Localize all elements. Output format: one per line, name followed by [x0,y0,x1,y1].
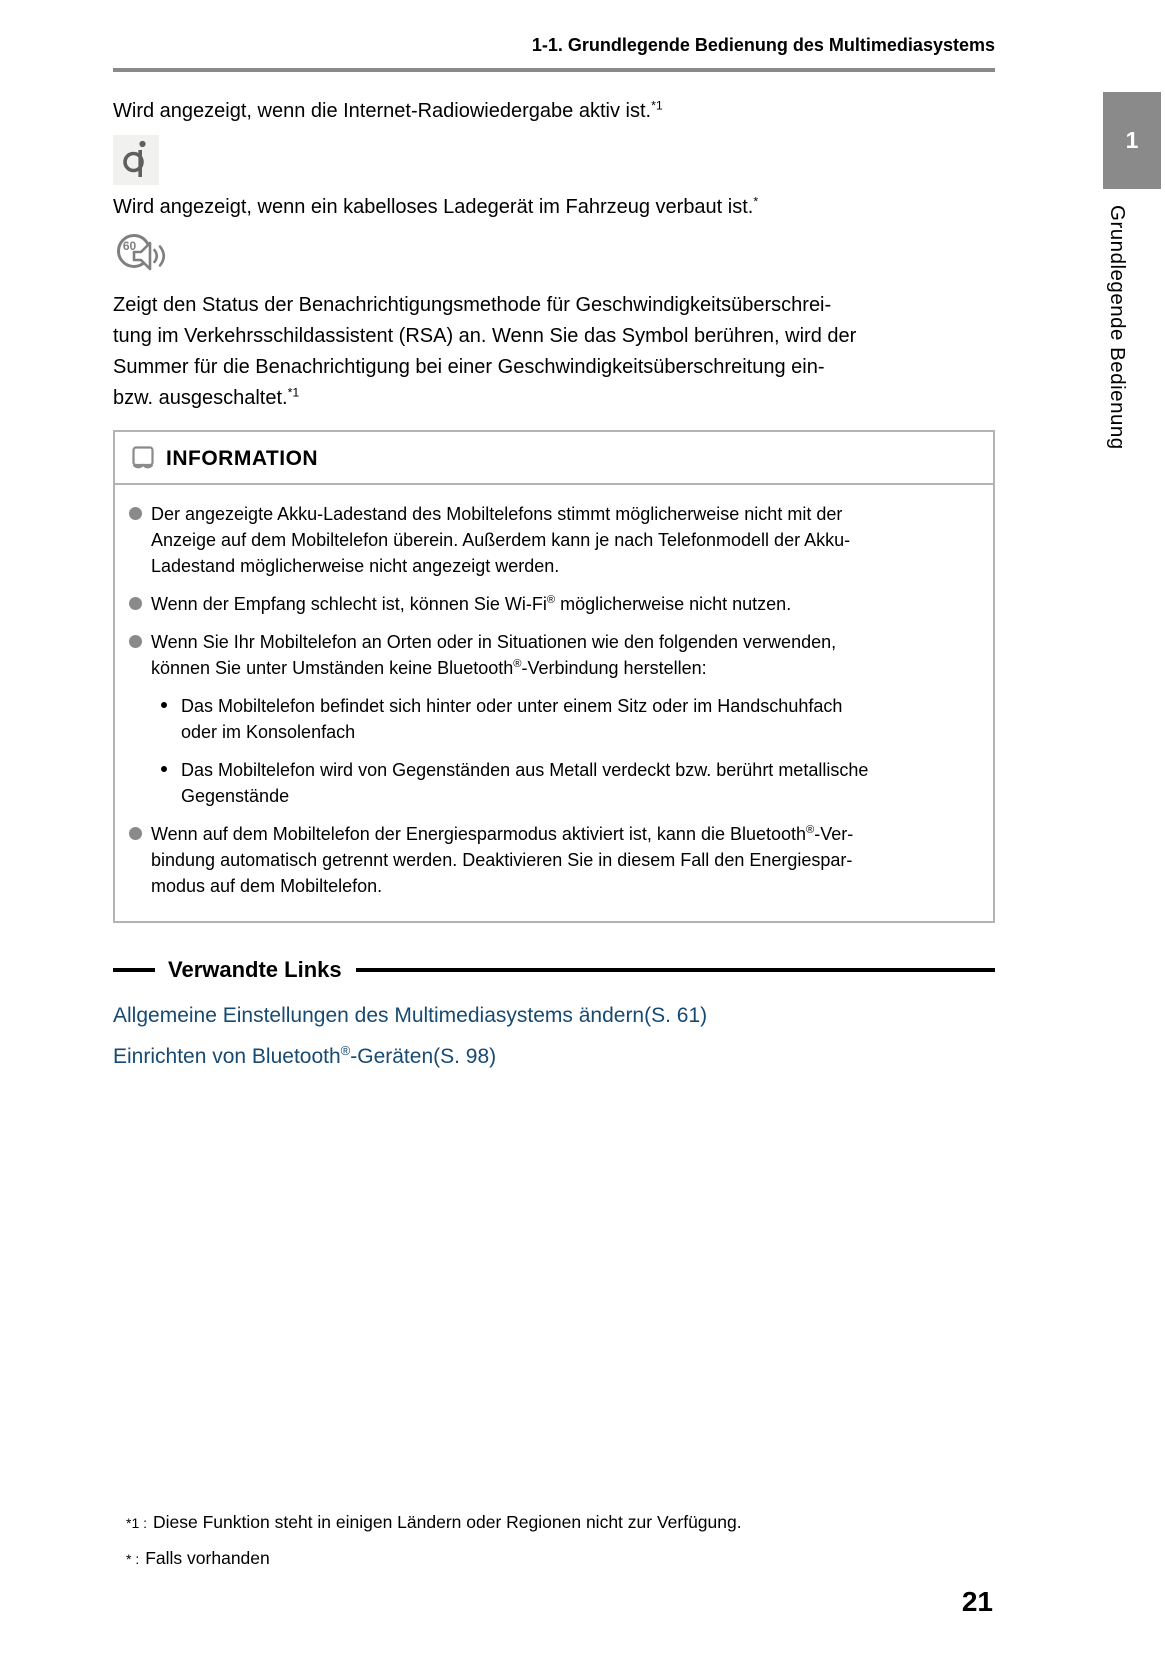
page-number: 21 [961,1586,993,1617]
bullet-marker-icon [129,629,151,681]
rsa-icon-speed-label: 60 [122,239,137,253]
information-box [113,430,995,923]
related-link-general-settings[interactable]: Allgemeine Einstellungen des Multimediasystems ändern(S. 61) [113,1004,708,1027]
footnote-1-marker: *1 : [126,1515,148,1531]
related-link-bluetooth-setup[interactable]: Einrichten von Bluetooth®-Geräten(S. 98) [113,1043,497,1068]
list-sub-item: Das Mobiltelefon befindet sich hinter oder unter einem Sitz oder im Handschuhfach oder im Konsolenfach [161,693,975,745]
page-title: 1-1. Grundlegende Bedienung des Multimediasystems [113,34,995,72]
rsa-speed-warning-icon [113,230,175,280]
list-item: Wenn der Empfang schlecht ist, können Sie Wi-Fi® möglicherweise nicht nutzen. [129,591,975,617]
chapter-number: 1 [1125,127,1139,153]
paragraph-rsa-status: Zeigt den Status der Benachrichtigungsmethode für Geschwindigkeitsüberschrei- tung im Verkehrsschildassistent (RSA) an. Wenn Sie das Symbol berühren, wird der Summer für die Benachrichtigung bei einer Geschwindigkeitsüberschreitung ein- bzw. ausgeschaltet.$^{*1}$ [113,294,857,409]
footnote-2 [126,1547,1006,1570]
information-list [115,485,993,921]
list-item: Wenn auf dem Mobiltelefon der Energiesparmodus aktiviert ist, kann die Bluetooth®-Ver- bindung automatisch getrennt werden. Deaktivieren Sie in diesem Fall den Energiespar- modus auf dem Mobiltelefon. [129,821,975,899]
list-item: Wenn Sie Ihr Mobiltelefon an Orten oder in Situationen wie den folgenden verwenden, können Sie unter Umständen keine Bluetooth®-Verbindung herstellen: [129,629,975,681]
qi-wireless-charging-icon [113,135,159,185]
related-links-header [113,957,995,983]
bullet-marker-icon [129,821,151,899]
bullet-marker-icon [129,501,151,579]
sub-bullet-marker-icon [161,757,181,809]
chapter-title-vertical: Grundlegende Bedienung [1106,205,1129,450]
bullet-marker-icon [129,591,151,617]
information-box-title: INFORMATION [166,446,319,470]
chapter-tab [1103,92,1161,189]
information-box-header [115,432,993,485]
sub-bullet-marker-icon [161,693,181,745]
list-item: Der angezeigte Akku-Ladestand des Mobiltelefons stimmt möglicherweise nicht mit der Anzeige auf dem Mobiltelefon überein. Außerdem kann je nach Telefonmodell der Akku- Ladestand möglicherweise nicht angezeigt werden. [129,501,975,579]
related-links-title: Verwandte Links [168,957,342,982]
footnote-1-text: Diese Funktion steht in einigen Ländern oder Regionen nicht zur Verfügung. [153,1512,742,1532]
list-sub-item: Das Mobiltelefon wird von Gegenständen aus Metall verdeckt bzw. berührt metallische Gegenstände [161,757,975,809]
paragraph-internet-radio: Wird angezeigt, wenn die Internet-Radiowiedergabe aktiv ist.$^{*1}$ [113,98,663,122]
footnote-2-marker: * : [126,1551,140,1567]
footnotes [126,1511,1006,1583]
rule-right [356,968,995,972]
rule-left [113,968,155,972]
footnote-1 [126,1511,1006,1534]
book-icon [131,445,156,472]
footnote-2-text: Falls vorhanden [145,1548,270,1568]
paragraph-wireless-charger: Wird angezeigt, wenn ein kabelloses Ladegerät im Fahrzeug verbaut ist.* [113,194,759,218]
